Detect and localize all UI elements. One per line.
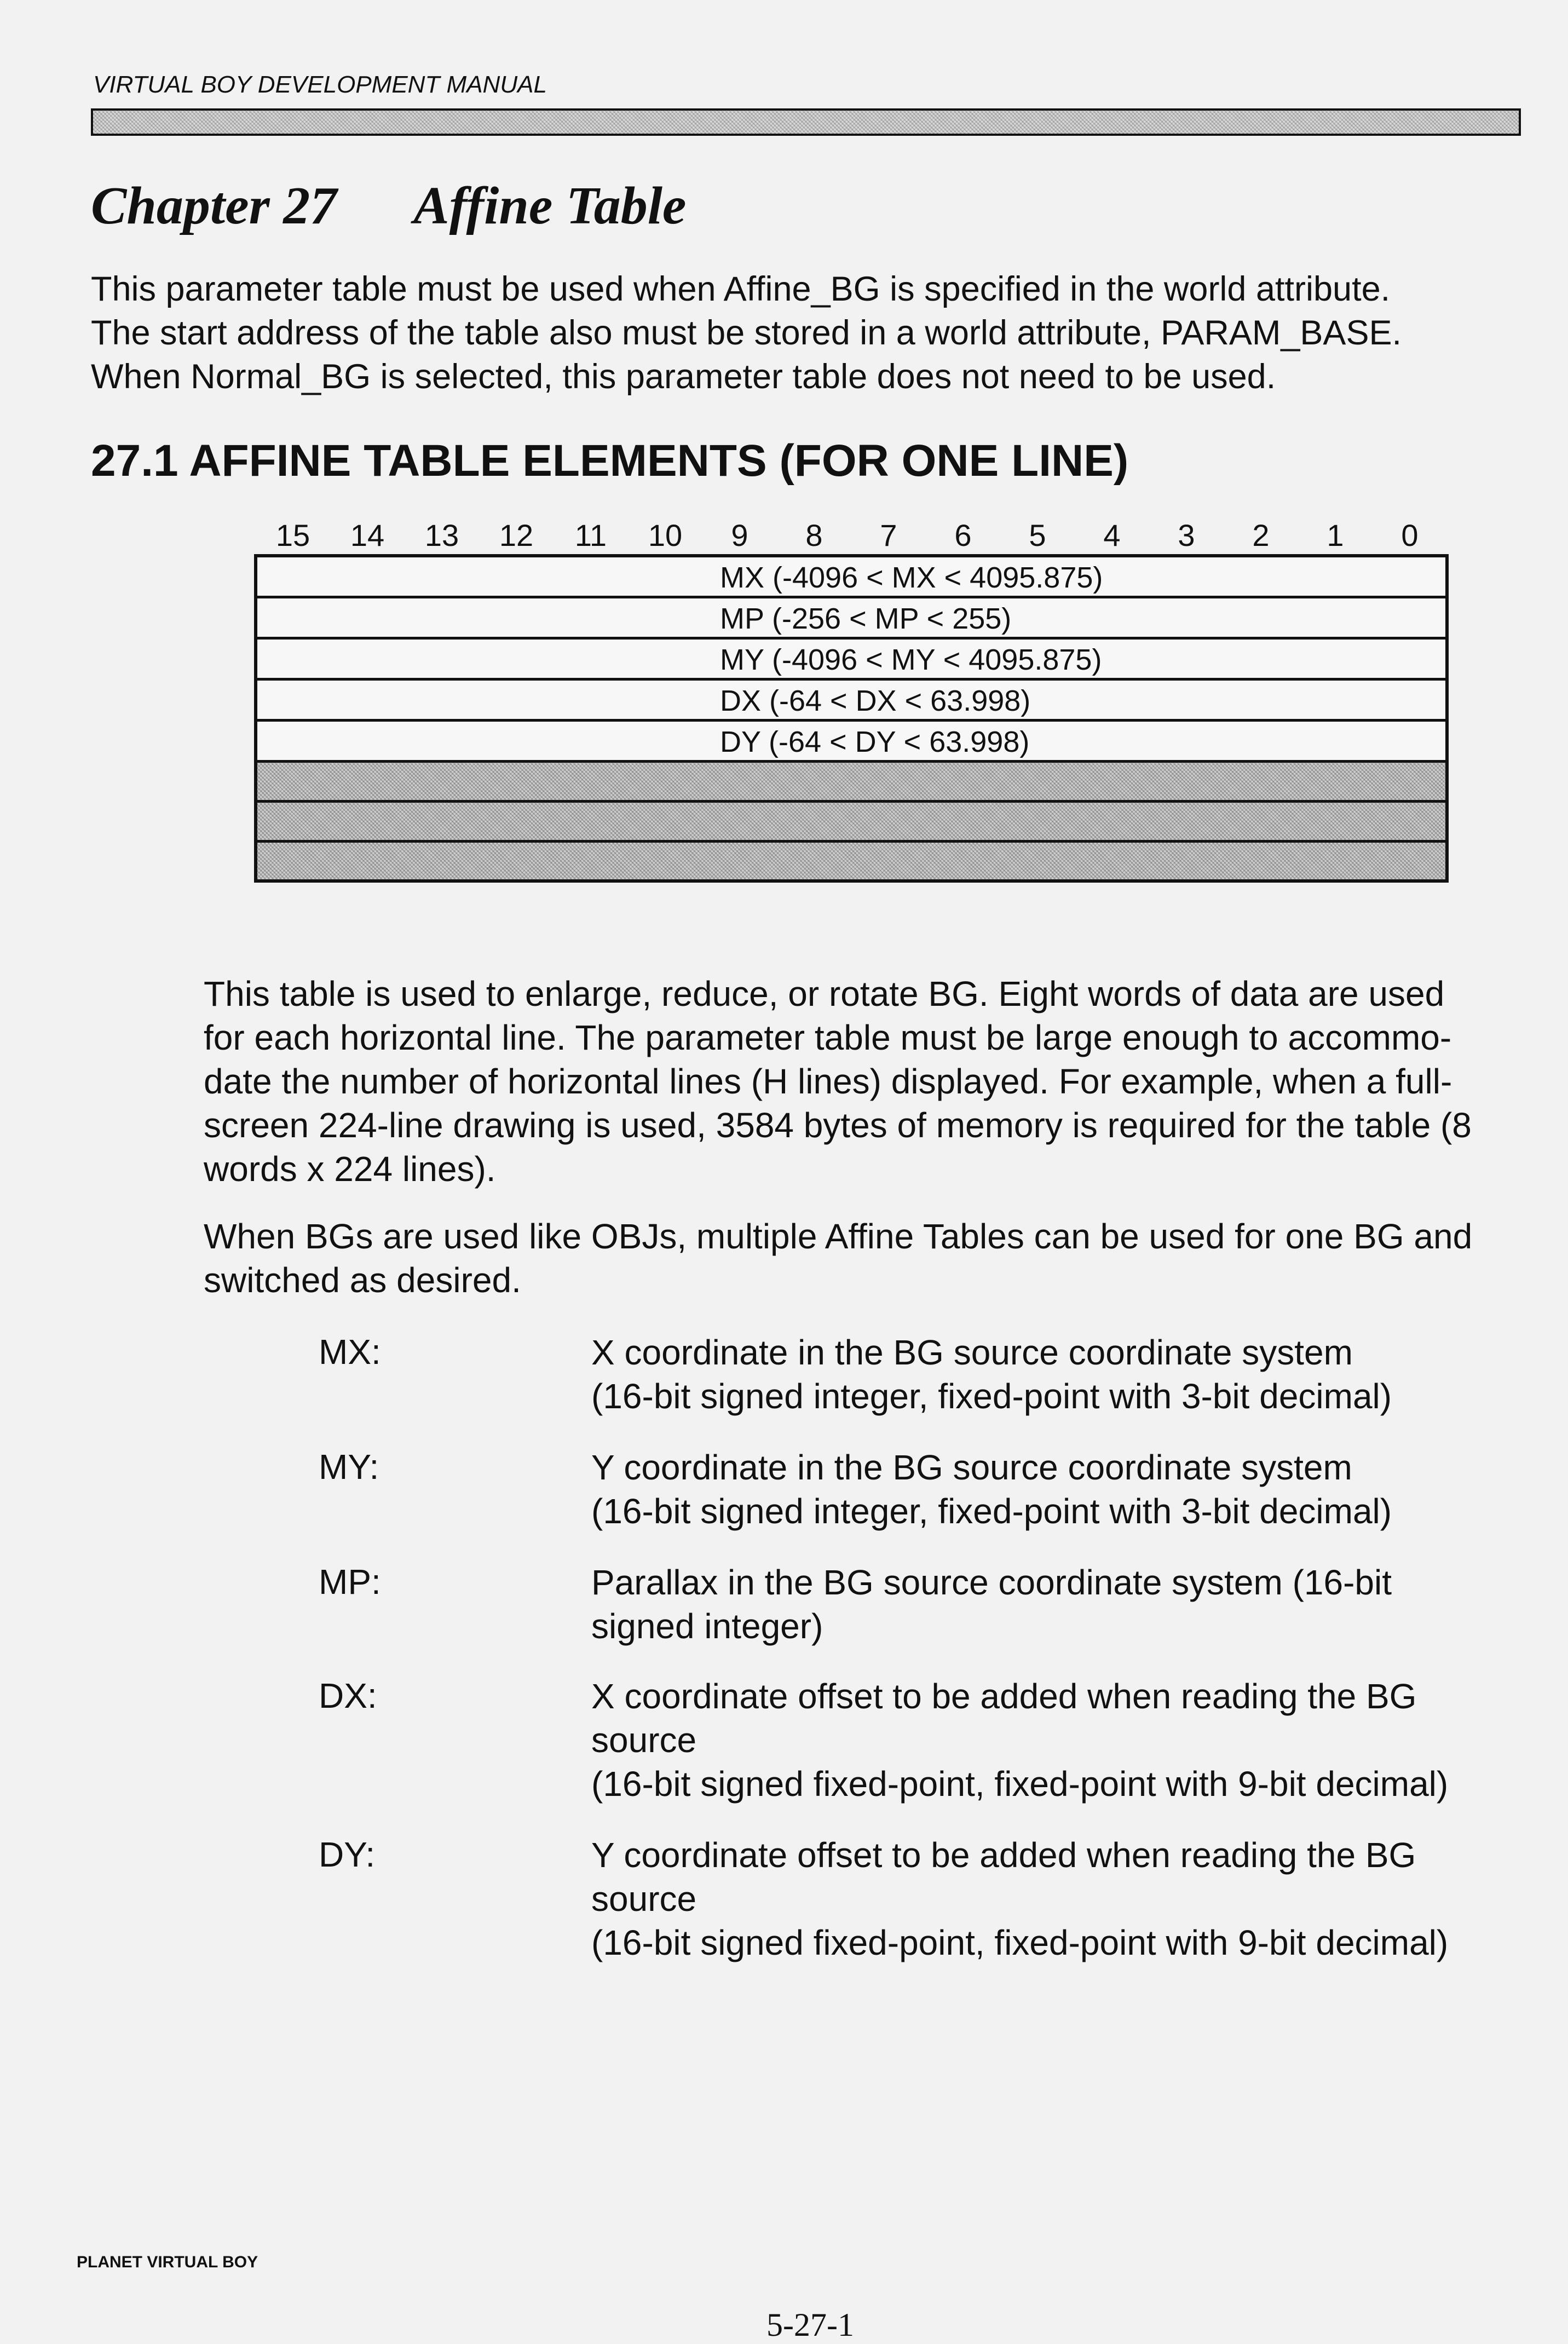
reserved-row	[257, 763, 1445, 803]
bit-label: 5	[1029, 518, 1046, 552]
intro-line: The start address of the table also must be stored in a world attribute, PARAM_BASE.	[91, 314, 1402, 352]
description-line: Y coordinate offset to be added when reading the BG	[591, 1835, 1416, 1875]
description-line: source	[591, 1879, 697, 1919]
description-line: X coordinate offset to be added when reading the BG	[591, 1677, 1417, 1716]
bit-label: 14	[350, 518, 385, 552]
definition-description	[591, 1331, 1392, 1418]
bit-label: 10	[648, 518, 683, 552]
reserved-row	[257, 843, 1445, 879]
header-bar	[91, 108, 1521, 136]
body-paragraph-2	[204, 1214, 1529, 1302]
definition-description	[591, 1560, 1392, 1648]
description-line: Parallax in the BG source coordinate system (16-bit	[591, 1563, 1392, 1602]
bit-label: 6	[954, 518, 972, 552]
description-line: (16-bit signed fixed-point, fixed-point with 9-bit decimal)	[591, 1764, 1449, 1804]
reserved-row	[257, 803, 1445, 843]
description-line: (16-bit signed fixed-point, fixed-point with 9-bit decimal)	[591, 1923, 1449, 1962]
table-row	[257, 598, 1445, 640]
bit-label: 11	[574, 518, 607, 552]
chapter-title: Affine Table	[413, 176, 687, 235]
paragraph-line: for each horizontal line. The parameter table must be large enough to accommo-	[204, 1018, 1452, 1057]
publisher-footer: PLANET VIRTUAL BOY	[77, 2253, 258, 2271]
bit-label: 12	[499, 518, 534, 552]
definition-description	[591, 1674, 1448, 1806]
bit-label: 15	[275, 518, 310, 552]
definition-term: MP:	[319, 1562, 381, 1602]
row-label: MX (-4096 < MX < 4095.875)	[720, 561, 1103, 594]
table-row	[257, 681, 1445, 722]
section-heading: 27.1 AFFINE TABLE ELEMENTS (FOR ONE LINE)	[91, 436, 1129, 486]
bit-label: 4	[1103, 518, 1121, 552]
bit-label: 7	[880, 518, 897, 552]
row-label: MY (-4096 < MY < 4095.875)	[720, 643, 1102, 676]
row-label: DX (-64 < DX < 63.998)	[720, 684, 1031, 717]
row-label: DY (-64 < DY < 63.998)	[720, 725, 1030, 758]
paragraph-line: words x 224 lines).	[204, 1149, 496, 1189]
paragraph-line: screen 224-line drawing is used, 3584 bytes of memory is required for the table (8	[204, 1105, 1472, 1145]
row-label: MP (-256 < MP < 255)	[720, 602, 1012, 635]
description-line: signed integer)	[591, 1606, 823, 1646]
description-line: Y coordinate in the BG source coordinate system	[591, 1448, 1352, 1487]
bit-label: 0	[1401, 518, 1419, 552]
chapter-number: Chapter 27	[91, 176, 337, 235]
definition-description	[591, 1833, 1448, 1965]
bit-label: 1	[1327, 518, 1344, 552]
description-line: (16-bit signed integer, fixed-point with 3-bit decimal)	[591, 1491, 1392, 1531]
paragraph-line: date the number of horizontal lines (H lines) displayed. For example, when a full-	[204, 1062, 1452, 1101]
body-paragraph-1	[204, 972, 1529, 1191]
intro-line: This parameter table must be used when Affine_BG is specified in the world attribute.	[91, 270, 1391, 308]
intro-paragraph	[91, 267, 1536, 399]
manual-title: VIRTUAL BOY DEVELOPMENT MANUAL	[93, 71, 547, 98]
definition-description	[591, 1445, 1392, 1533]
description-line: X coordinate in the BG source coordinate system	[591, 1333, 1353, 1372]
table-row	[257, 722, 1445, 763]
paragraph-line: switched as desired.	[204, 1260, 521, 1300]
bit-labels	[255, 517, 1449, 556]
definition-term: DX:	[319, 1676, 377, 1715]
paragraph-line: When BGs are used like OBJs, multiple Affine Tables can be used for one BG and	[204, 1217, 1473, 1256]
definition-term: MX:	[319, 1332, 381, 1372]
paragraph-line: This table is used to enlarge, reduce, or rotate BG. Eight words of data are used	[204, 974, 1445, 1013]
affine-table-diagram	[254, 554, 1449, 883]
description-line: (16-bit signed integer, fixed-point with 3-bit decimal)	[591, 1377, 1392, 1416]
chapter-heading	[91, 175, 686, 237]
page-number: 5-27-1	[766, 2307, 854, 2343]
table-row	[257, 557, 1445, 598]
definition-term: DY:	[319, 1835, 376, 1874]
bit-label: 2	[1252, 518, 1270, 552]
description-line: source	[591, 1720, 697, 1760]
bit-label: 13	[424, 518, 459, 552]
definition-term: MY:	[319, 1447, 379, 1487]
intro-line: When Normal_BG is selected, this parameter table does not need to be used.	[91, 358, 1276, 396]
bit-label: 3	[1178, 518, 1195, 552]
bit-label: 8	[805, 518, 823, 552]
table-row	[257, 640, 1445, 681]
bit-label: 9	[731, 518, 748, 552]
